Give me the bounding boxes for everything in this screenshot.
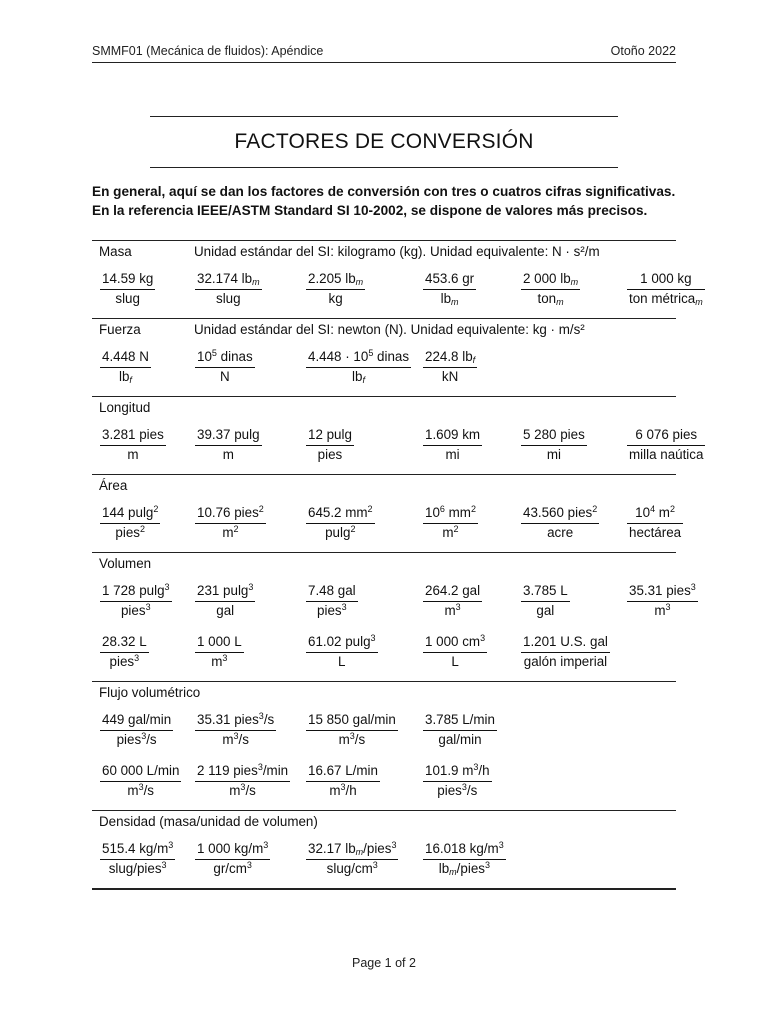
factor-denominator: $lb_f$ [352,369,365,385]
factor-denominator: hectárea [629,525,682,540]
section-header [92,682,676,708]
factor-denominator: kg [328,291,343,306]
conversion-factor [627,427,705,463]
conversion-factor [423,427,482,463]
header-course: SMMF01 (Mecánica de fluidos): Apéndice [92,44,324,58]
conversion-factor [195,505,266,541]
factor-denominator: gal/min [438,732,482,747]
factor-numerator: 7.48 gal [306,583,358,602]
conversion-factor [423,505,478,541]
factor-numerator: 1.609 km [423,427,482,446]
section-si-unit: Unidad estándar del SI: newton (N). Unidad equivalente: kg · m/s² [194,322,585,337]
factor-denominator: gal [216,603,235,618]
conversion-factor [521,271,580,307]
factor-row [92,345,676,396]
factor-denominator: $m^3/s$ [338,731,366,747]
intro-paragraph: En general, aquí se dan los factores de conversión con tres o cuatros cifras significativas. En la referencia IEEE/ASTM Standard SI 10-2002, se dispone de valores más precisos. [92,184,676,218]
section-header [92,397,676,423]
factor-denominator: pies$^3$/s [116,731,157,747]
section-name: Masa [99,244,132,259]
factor-numerator: 2 000 $lb_m$ [521,271,580,290]
conversion-factor [195,271,262,307]
conversion-factor [195,583,255,619]
conversion-factor [627,271,705,307]
running-header [92,44,676,63]
factor-numerator: 449 gal/min [100,712,173,731]
factor-numerator: 32.17 $lb_m/pies^3$ [306,841,398,860]
section-header [92,553,676,579]
factor-row [92,267,703,318]
factor-denominator: pies [317,447,343,462]
factor-row [92,630,676,681]
factor-denominator: $gr/cm^3$ [213,860,252,876]
section [92,396,704,474]
factor-denominator: L [338,654,346,669]
factor-denominator: pies$^3$/s [437,782,478,798]
factor-row [92,837,676,888]
factor-denominator: L [451,654,459,669]
factor-numerator: 6 076 pies [627,427,705,446]
factor-numerator: 4.448 N [100,349,151,368]
header-term: Otoño 2022 [610,44,676,58]
factor-denominator: gal [536,603,555,618]
conversion-factor [306,583,358,619]
factor-numerator: 515.4 $kg/m^3$ [100,841,175,860]
factor-denominator: mi [546,447,561,462]
conversion-factor [627,505,683,541]
factor-denominator: kN [441,369,459,384]
factor-denominator: pies$^3$ [317,602,347,618]
section [92,810,676,890]
conversion-factor [521,634,610,670]
factor-numerator: 35.31 pies$^3$/s [195,712,276,731]
section-si-unit: Unidad estándar del SI: kilogramo (kg). Unidad equivalente: N · s²/m [194,244,600,259]
factor-denominator: m [222,447,234,462]
section [92,474,682,552]
section-name: Fuerza [99,322,141,337]
factor-denominator: milla naútica [629,447,704,462]
factor-denominator: $m^2$ [222,524,239,540]
factor-numerator: 5 280 pies [521,427,587,446]
conversion-factor [306,763,380,799]
factor-denominator: pies$^2$ [115,524,145,540]
factor-denominator: N [219,369,230,384]
factor-numerator: 28.32 L [100,634,149,653]
conversion-factor [195,763,290,799]
factor-numerator: 1 000 $cm^3$ [423,634,487,653]
factor-numerator: 1.201 U.S. gal [521,634,610,653]
factor-denominator: $m^3/s$ [222,731,249,747]
factor-numerator: 224.8 $lb_f$ [423,349,477,368]
factor-denominator: pies$^3$ [109,653,140,669]
conversion-factor [100,427,166,463]
factor-numerator: 32.174 $lb_m$ [195,271,262,290]
factor-row [92,759,676,810]
section-header [92,475,676,501]
factor-denominator: ton$_m$ [537,291,564,307]
factor-numerator: 14.59 kg [100,271,155,290]
conversion-factor [100,712,173,748]
factor-numerator: 1 000 kg [627,271,705,290]
section-header [92,319,676,345]
section [92,552,696,681]
conversion-factor [306,271,365,307]
factor-denominator: slug [216,291,241,306]
factor-denominator: $lb_m$ [440,291,459,307]
factor-numerator: $10^5$ dinas [195,349,255,368]
factor-denominator: galón imperial [523,654,608,669]
conversion-factor [306,634,378,670]
factor-denominator: $m^2$ [442,524,459,540]
factor-denominator: slug/pies$^3$ [108,860,167,876]
factor-denominator: $m^3/s$ [127,782,154,798]
factor-denominator: $m^3$ [654,602,671,618]
title-block [150,116,618,168]
factor-denominator: $lb_m/pies^3$ [438,860,490,877]
page-number: Page 1 of 2 [352,956,416,970]
factor-denominator: $m^3$ [444,602,461,618]
factor-numerator: 15 850 gal/min [306,712,398,731]
factor-denominator: $lb_f$ [118,369,132,385]
factor-numerator: 10.76 pies$^2$ [195,505,266,524]
section-header [92,241,676,267]
section-name: Densidad (masa/unidad de volumen) [99,814,318,829]
factor-numerator: 2.205 $lb_m$ [306,271,365,290]
conversion-factor [100,583,172,619]
factor-denominator: pies$^3$ [120,602,151,618]
conversion-factor [195,841,270,877]
factor-row [92,708,676,759]
factor-denominator: $m^3$ [211,653,228,669]
factor-numerator: 43.560 pies$^2$ [521,505,599,524]
conversion-factor [100,634,149,670]
factor-numerator: 1 000 L [195,634,244,653]
conversion-factor [100,349,151,385]
factor-denominator: acre [547,525,574,540]
factor-numerator: 144 pulg$^2$ [100,505,160,524]
conversion-factor [423,271,476,307]
conversion-factor [423,841,506,877]
factor-denominator: mi [445,447,460,462]
factor-denominator: pulg$^2$ [325,524,356,540]
page-title: FACTORES DE CONVERSIÓN [234,130,534,153]
factor-numerator: 264.2 gal [423,583,482,602]
section-name: Longitud [99,400,151,415]
conversion-factor [521,427,587,463]
conversion-factor [423,712,497,748]
factor-numerator: 12 pulg [306,427,354,446]
section [92,318,676,396]
conversion-factor [100,271,155,307]
section-header [92,811,676,837]
factor-numerator: 3.785 L [521,583,570,602]
factor-numerator: 645.2 $mm^2$ [306,505,375,524]
conversion-factor [306,841,398,877]
conversion-factor [521,505,599,541]
factor-row [92,579,696,630]
conversion-factor [306,505,375,541]
factor-numerator: $4.448 \cdot 10^5$ dinas [306,349,411,368]
conversion-factor [100,763,181,799]
factor-numerator: 3.785 L/min [423,712,497,731]
section-name: Volumen [99,556,152,571]
factor-numerator: 60 000 L/min [100,763,181,782]
factor-denominator: slug/$cm^3$ [326,860,378,876]
factor-denominator: $m^3/h$ [329,782,357,798]
factor-numerator: 35.31 pies$^3$ [627,583,698,602]
conversion-factor [306,427,354,463]
conversion-factor [195,427,262,463]
conversion-factor [521,583,570,619]
factor-numerator: 1 000 $kg/m^3$ [195,841,270,860]
conversion-factor [195,349,255,385]
factor-numerator: 231 pulg$^3$ [195,583,255,602]
factor-numerator: 16.67 L/min [306,763,380,782]
factor-denominator: $m^3/s$ [229,782,256,798]
factor-numerator: 39.37 pulg [195,427,262,446]
factor-numerator: 101.9 $m^3/h$ [423,763,492,782]
factor-row [92,501,682,552]
conversion-factor [306,349,411,385]
conversion-factor [423,763,492,799]
factor-numerator: 3.281 pies [100,427,166,446]
factor-numerator: 453.6 gr [423,271,476,290]
factor-numerator: 2 119 pies$^3$/min [195,763,290,782]
factor-row [92,423,704,474]
factor-numerator: $10^4$ $m^2$ [627,505,683,524]
factor-numerator: 16.018 $kg/m^3$ [423,841,506,860]
conversion-factor [195,712,276,748]
factor-numerator: $10^6$ $mm^2$ [423,505,478,524]
conversion-factor [306,712,398,748]
conversion-table [92,240,704,890]
factor-numerator: 61.02 pulg$^3$ [306,634,378,653]
factor-denominator: slug [115,291,140,306]
factor-denominator: m [127,447,139,462]
section-name: Flujo volumétrico [99,685,201,700]
section-name: Área [99,478,128,493]
conversion-factor [627,583,698,619]
section [92,241,703,318]
section [92,681,676,810]
conversion-factor [423,349,477,385]
factor-denominator: ton métrica$_m$ [629,291,703,307]
factor-numerator: 1 728 pulg$^3$ [100,583,172,602]
conversion-factor [423,634,487,670]
conversion-factor [100,505,160,541]
conversion-factor [100,841,175,877]
conversion-factor [195,634,244,670]
conversion-factor [423,583,482,619]
